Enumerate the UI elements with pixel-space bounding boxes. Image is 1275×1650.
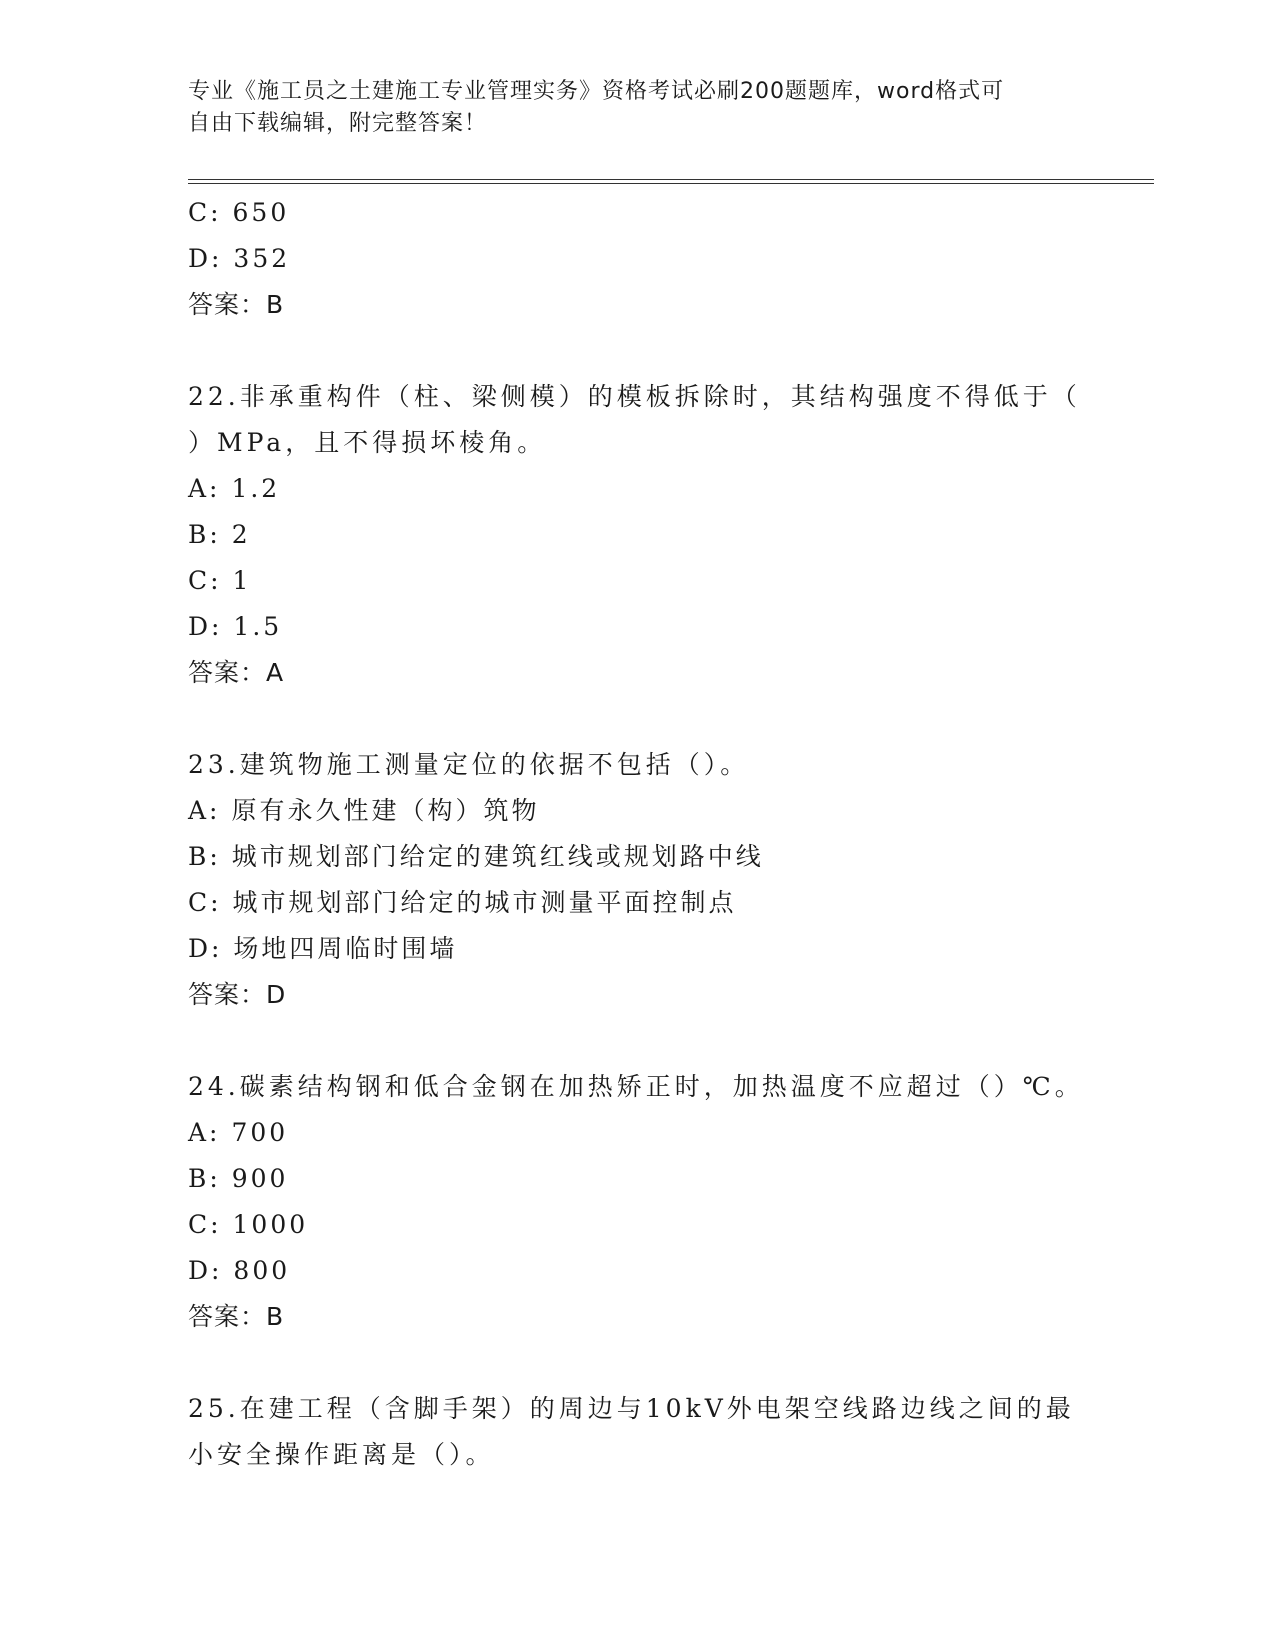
question-21-tail — [188, 190, 1088, 328]
option-d: D: 352 — [188, 244, 291, 273]
header-line-2: 自由下载编辑，附完整答案！ — [188, 111, 488, 136]
option-b: B: 城市规划部门给定的建筑红线或规划路中线 — [188, 842, 764, 871]
option-a: A: 700 — [188, 1118, 289, 1147]
option-c: C: 1000 — [188, 1210, 309, 1239]
option-a: A: 1.2 — [188, 474, 281, 503]
header-divider-bottom — [188, 183, 1154, 184]
option-d: D: 1.5 — [188, 612, 283, 641]
header-line-1: 专业《施工员之土建施工专业管理实务》资格考试必刷200题题库，word格式可 — [188, 79, 1005, 104]
answer: 答案：B — [188, 1302, 285, 1331]
question-25 — [188, 1386, 1088, 1478]
question-stem: 23.建筑物施工测量定位的依据不包括（）。 — [188, 750, 750, 779]
option-a: A: 原有永久性建（构）筑物 — [188, 796, 540, 825]
option-c: C: 城市规划部门给定的城市测量平面控制点 — [188, 888, 737, 917]
option-c: C: 650 — [188, 198, 290, 227]
option-b: B: 2 — [188, 520, 251, 549]
question-stem: 25.在建工程（含脚手架）的周边与10kV外电架空线路边线之间的最 小安全操作距离是（）。 — [188, 1394, 1075, 1469]
document-header — [188, 76, 1068, 140]
header-divider-top — [188, 179, 1154, 180]
answer: 答案：D — [188, 980, 287, 1009]
question-22 — [188, 374, 1088, 696]
question-24 — [188, 1064, 1088, 1340]
question-23 — [188, 742, 1088, 1018]
answer: 答案：A — [188, 658, 285, 687]
option-b: B: 900 — [188, 1164, 289, 1193]
option-c: C: 1 — [188, 566, 252, 595]
answer: 答案：B — [188, 290, 285, 319]
question-stem: 24.碳素结构钢和低合金钢在加热矫正时，加热温度不应超过（）℃。 — [188, 1072, 1084, 1101]
option-d: D: 800 — [188, 1256, 291, 1285]
option-d: D: 场地四周临时围墙 — [188, 934, 458, 963]
question-stem: 22.非承重构件（柱、梁侧模）的模板拆除时，其结构强度不得低于（ ）MPa，且不得损坏棱角。 — [188, 382, 1081, 457]
question-list — [188, 190, 1088, 1478]
